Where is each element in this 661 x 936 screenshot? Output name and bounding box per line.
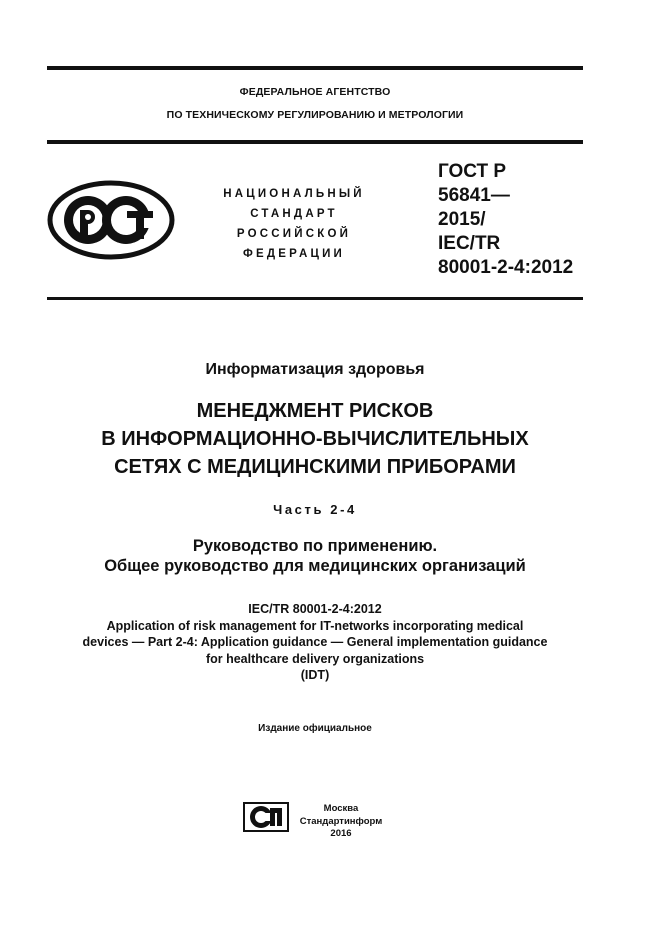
designation-line: ГОСТ Р [438, 161, 507, 182]
designation-line: 56841— [438, 185, 510, 206]
top-rule [47, 66, 583, 70]
title-line: СЕТЯХ С МЕДИЦИНСКИМИ ПРИБОРАМИ [114, 456, 516, 478]
publisher-info [295, 803, 387, 841]
publication-year: 2016 [330, 828, 352, 839]
national-line: РОССИЙСКОЙ [236, 228, 352, 240]
national-line: ФЕДЕРАЦИИ [242, 248, 346, 260]
iec-line: Application of risk management for IT-networks incorporating medical [106, 618, 524, 633]
title-line: В ИНФОРМАЦИОННО-ВЫЧИСЛИТЕЛЬНЫХ [101, 428, 529, 450]
guide-line: Руководство по применению. [192, 537, 438, 555]
national-line: СТАНДАРТ [250, 208, 338, 220]
standard-designation [438, 160, 588, 280]
header-rule [47, 140, 583, 144]
iec-line: IEC/TR 80001-2-4:2012 [248, 602, 382, 616]
document-part: Часть 2-4 [273, 502, 357, 517]
gost-r-logo-icon [47, 180, 175, 260]
document-title [30, 397, 600, 481]
document-guide-title [30, 536, 600, 576]
edition-label: Издание официальное [258, 723, 372, 734]
document-subject: Информатизация здоровья [205, 361, 425, 378]
national-line: НАЦИОНАЛЬНЫЙ [223, 188, 365, 200]
iec-line: (IDT) [300, 668, 330, 682]
agency-name-line2: ПО ТЕХНИЧЕСКОМУ РЕГУЛИРОВАНИЮ И МЕТРОЛОГИИ [166, 109, 464, 121]
standartinform-logo-icon [243, 802, 289, 832]
publisher-name: Стандартинформ [299, 815, 383, 827]
designation-line: 2015/ [438, 209, 486, 230]
designation-line: 80001-2-4:2012 [438, 257, 574, 278]
iec-line: for healthcare delivery organizations [205, 651, 425, 666]
national-standard-label [196, 184, 392, 264]
guide-line: Общее руководство для медицинских организаций [104, 557, 526, 575]
title-line: МЕНЕДЖМЕНТ РИСКОВ [196, 400, 434, 422]
iec-line: devices — Part 2-4: Application guidance — General implementation guidance [82, 635, 548, 649]
designation-line: IEC/TR [438, 233, 501, 254]
block-rule [47, 297, 583, 300]
publisher-city: Москва [323, 803, 359, 814]
iec-reference [30, 601, 600, 684]
agency-name-line1: ФЕДЕРАЛЬНОЕ АГЕНТСТВО [239, 86, 391, 98]
